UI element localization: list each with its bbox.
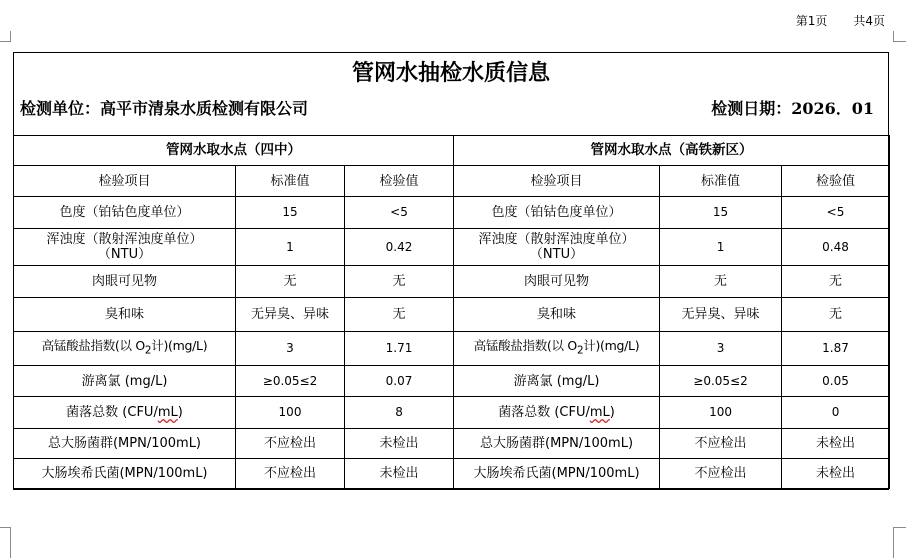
result-value-right: 0.05 (782, 366, 890, 397)
table-row (14, 397, 890, 429)
item-name-line1: 浑浊度（散射浑浊度单位） (478, 232, 635, 247)
item-name-line1: 浑浊度（散射浑浊度单位） (46, 232, 203, 247)
header-result-left: 检验值 (345, 166, 454, 197)
result-value-left: 0.42 (345, 229, 454, 266)
result-value-left: <5 (345, 197, 454, 229)
standard-value: 1 (236, 229, 345, 266)
standard-value: 15 (236, 197, 345, 229)
testing-date: 检测日期：2026．01 (711, 99, 874, 118)
item-name (14, 397, 236, 429)
item-name: 臭和味 (14, 298, 236, 332)
result-value-left: 0.07 (345, 366, 454, 397)
result-value-left: 未检出 (345, 459, 454, 489)
result-value-right: 无 (782, 298, 890, 332)
testing-unit: 检测单位：高平市清泉水质检测有限公司 (20, 99, 309, 118)
item-name-part: ) (609, 405, 615, 420)
result-value-left: 1.71 (345, 332, 454, 366)
item-name-subscript: 2 (576, 344, 584, 357)
result-value-right: 无 (782, 266, 890, 298)
section-left-title: 管网水取水点（四中） (14, 136, 454, 166)
item-name-part: 计)(mg/L) (583, 338, 640, 354)
item-name (14, 229, 236, 266)
table-row (14, 266, 890, 298)
result-value-left: 无 (345, 266, 454, 298)
page-header (770, 12, 885, 29)
standard-value: 15 (660, 197, 782, 229)
table-row (14, 366, 890, 397)
result-value-right: <5 (782, 197, 890, 229)
item-name-line2: （NTU） (529, 247, 584, 262)
item-name: 大肠埃希氏菌(MPN/100mL) (14, 459, 236, 489)
crop-mark-top-right (893, 31, 906, 42)
table-row (14, 197, 890, 229)
item-name-part: 计)(mg/L) (151, 338, 208, 354)
section-header-row (14, 136, 890, 166)
standard-value: 100 (236, 397, 345, 429)
item-name: 肉眼可见物 (14, 266, 236, 298)
column-header-row (14, 166, 890, 197)
result-value-right: 未检出 (782, 459, 890, 489)
item-name-part: 高锰酸盐指数(以 O (473, 338, 577, 354)
table-row (14, 459, 890, 489)
standard-value: 100 (660, 397, 782, 429)
table-row (14, 298, 890, 332)
item-name: 色度（铂钴色度单位） (14, 197, 236, 229)
standard-value: 1 (660, 229, 782, 266)
item-name: 游离氯 (mg/L) (14, 366, 236, 397)
water-quality-sheet (13, 52, 889, 490)
standard-value: 无异臭、异味 (660, 298, 782, 332)
header-item-left: 检验项目 (14, 166, 236, 197)
standard-value: ≥0.05≤2 (660, 366, 782, 397)
item-name (454, 229, 660, 266)
result-value-right: 0 (782, 397, 890, 429)
item-name: 游离氯 (mg/L) (454, 366, 660, 397)
item-name: 大肠埃希氏菌(MPN/100mL) (454, 459, 660, 489)
item-name-subscript: 2 (144, 344, 152, 357)
standard-value: 无异臭、异味 (236, 298, 345, 332)
item-name: 总大肠菌群(MPN/100mL) (454, 429, 660, 459)
result-value-left: 未检出 (345, 429, 454, 459)
results-table (13, 135, 890, 489)
item-name-part: 菌落总数 (CFU/ (66, 405, 158, 420)
item-name (454, 332, 660, 366)
item-name-part: 高锰酸盐指数(以 O (41, 338, 145, 354)
standard-value: 不应检出 (236, 429, 345, 459)
table-row (14, 332, 890, 366)
table-row (14, 429, 890, 459)
result-value-right: 0.48 (782, 229, 890, 266)
item-name: 臭和味 (454, 298, 660, 332)
standard-value: 3 (236, 332, 345, 366)
header-item-right: 检验项目 (454, 166, 660, 197)
standard-value: 不应检出 (660, 459, 782, 489)
crop-mark-bottom-left (0, 527, 11, 558)
spellcheck-underlined-text: mL (157, 405, 178, 420)
result-value-left: 无 (345, 298, 454, 332)
item-name: 总大肠菌群(MPN/100mL) (14, 429, 236, 459)
spellcheck-underlined-text: mL (589, 405, 610, 420)
standard-value: 无 (660, 266, 782, 298)
item-name (454, 397, 660, 429)
header-standard-left: 标准值 (236, 166, 345, 197)
standard-value: ≥0.05≤2 (236, 366, 345, 397)
document-title: 管网水抽检水质信息 (351, 60, 550, 86)
page-number: 第1页 (795, 14, 828, 28)
result-value-right: 未检出 (782, 429, 890, 459)
item-name-line2: （NTU） (97, 247, 152, 262)
item-name: 色度（铂钴色度单位） (454, 197, 660, 229)
crop-mark-bottom-right (893, 527, 906, 558)
standard-value: 3 (660, 332, 782, 366)
table-row (14, 229, 890, 266)
standard-value: 无 (236, 266, 345, 298)
page-total: 共4页 (853, 14, 885, 28)
item-name (14, 332, 236, 366)
crop-mark-top-left (0, 31, 11, 42)
standard-value: 不应检出 (660, 429, 782, 459)
header-result-right: 检验值 (782, 166, 890, 197)
item-name-part: 菌落总数 (CFU/ (498, 405, 590, 420)
result-value-left: 8 (345, 397, 454, 429)
standard-value: 不应检出 (236, 459, 345, 489)
item-name-part: ) (177, 405, 183, 420)
header-standard-right: 标准值 (660, 166, 782, 197)
result-value-right: 1.87 (782, 332, 890, 366)
section-right-title: 管网水取水点（高铁新区） (454, 136, 890, 166)
item-name: 肉眼可见物 (454, 266, 660, 298)
